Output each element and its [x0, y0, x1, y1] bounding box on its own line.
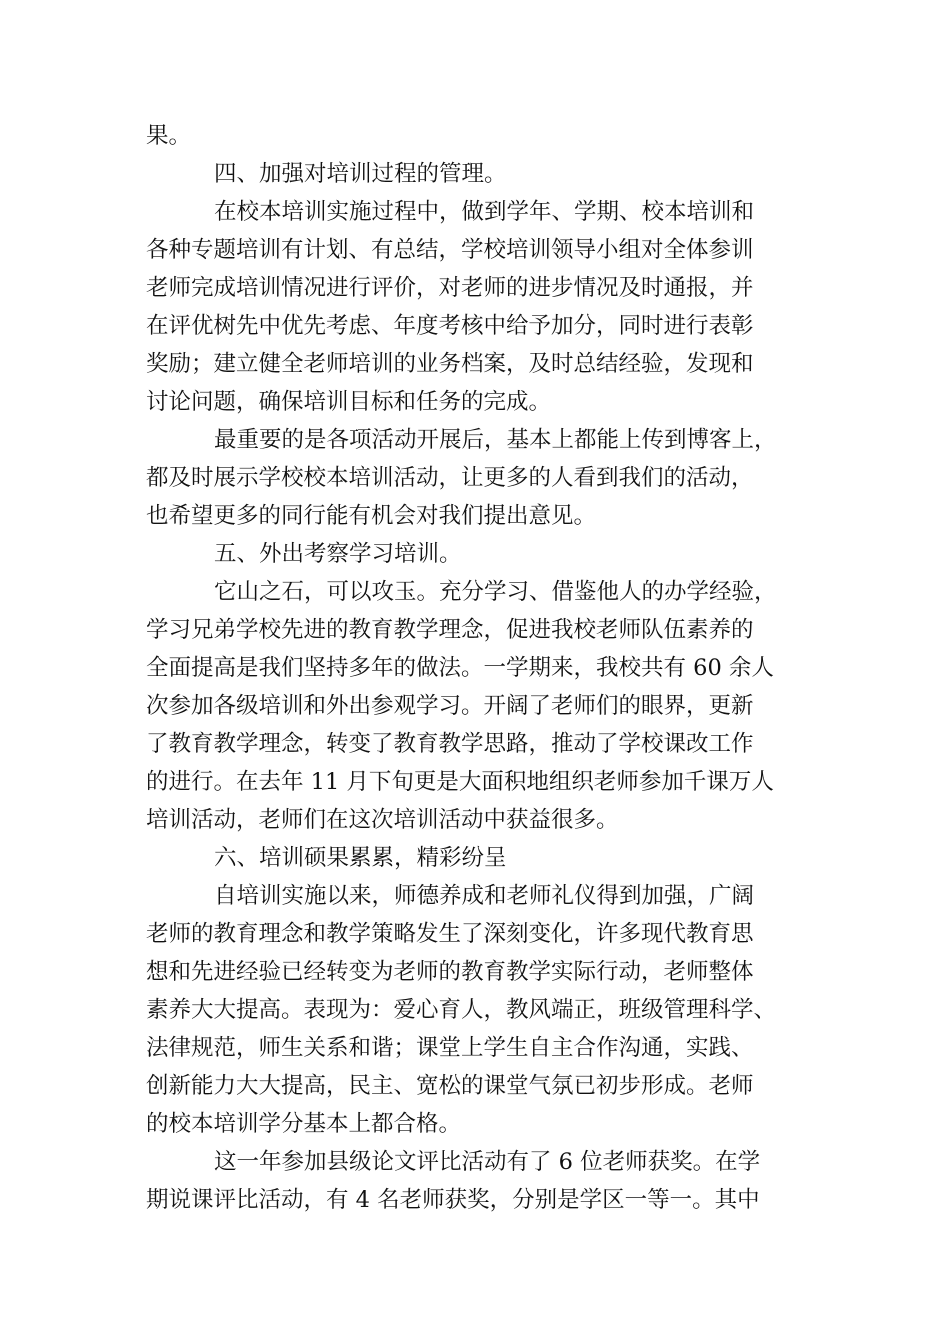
text-line: 在评优树先中优先考虑、年度考核中给予加分，同时进行表彰	[146, 313, 754, 339]
text-line: 素养大大提高。表现为：爱心育人，教风端正，班级管理科学、	[146, 997, 777, 1023]
text-line: 各种专题培训有计划、有总结，学校培训领导小组对全体参训	[146, 237, 754, 263]
text-line: 奖励；建立健全老师培训的业务档案，及时总结经验，发现和	[146, 351, 754, 377]
text-line: 果。	[146, 123, 192, 149]
text-line: 这一年参加县级论文评比活动有了 6 位老师获奖。在学	[214, 1149, 761, 1175]
text-line: 自培训实施以来，师德养成和老师礼仪得到加强，广阔	[214, 883, 755, 909]
section-heading-6: 六、培训硕果累累，精彩纷呈	[214, 845, 507, 871]
section-heading-5: 五、外出考察学习培训。	[214, 541, 462, 567]
text-line: 全面提高是我们坚持多年的做法。一学期来，我校共有 60 余人	[146, 655, 774, 681]
text-line: 法律规范，师生关系和谐；课堂上学生自主合作沟通，实践、	[146, 1035, 754, 1061]
section-heading-4: 四、加强对培训过程的管理。	[214, 161, 507, 187]
text-line: 次参加各级培训和外出参观学习。开阔了老师们的眼界，更新	[146, 693, 754, 719]
text-line: 老师完成培训情况进行评价，对老师的进步情况及时通报，并	[146, 275, 754, 301]
document-body	[146, 117, 806, 1219]
text-line: 的校本培训学分基本上都合格。	[146, 1111, 462, 1137]
text-line: 最重要的是各项活动开展后，基本上都能上传到博客上，	[214, 427, 777, 453]
text-line: 培训活动，老师们在这次培训活动中获益很多。	[146, 807, 619, 833]
text-line: 学习兄弟学校先进的教育教学理念，促进我校老师队伍素养的	[146, 617, 754, 643]
text-line: 的进行。在去年 11 月下旬更是大面积地组织老师参加千课万人	[146, 769, 774, 795]
text-line: 了教育教学理念，转变了教育教学思路，推动了学校课改工作	[146, 731, 754, 757]
text-line: 老师的教育理念和教学策略发生了深刻变化，许多现代教育思	[146, 921, 754, 947]
text-line: 期说课评比活动，有 4 名老师获奖，分别是学区一等一。其中	[146, 1187, 760, 1213]
text-line: 讨论问题，确保培训目标和任务的完成。	[146, 389, 552, 415]
text-line: 都及时展示学校校本培训活动，让更多的人看到我们的活动，	[146, 465, 754, 491]
text-line: 在校本培训实施过程中，做到学年、学期、校本培训和	[214, 199, 755, 225]
text-line: 它山之石，可以攻玉。充分学习、借鉴他人的办学经验，	[214, 579, 777, 605]
text-line: 创新能力大大提高，民主、宽松的课堂气氛已初步形成。老师	[146, 1073, 754, 1099]
text-line: 想和先进经验已经转变为老师的教育教学实际行动，老师整体	[146, 959, 754, 985]
text-line: 也希望更多的同行能有机会对我们提出意见。	[146, 503, 597, 529]
